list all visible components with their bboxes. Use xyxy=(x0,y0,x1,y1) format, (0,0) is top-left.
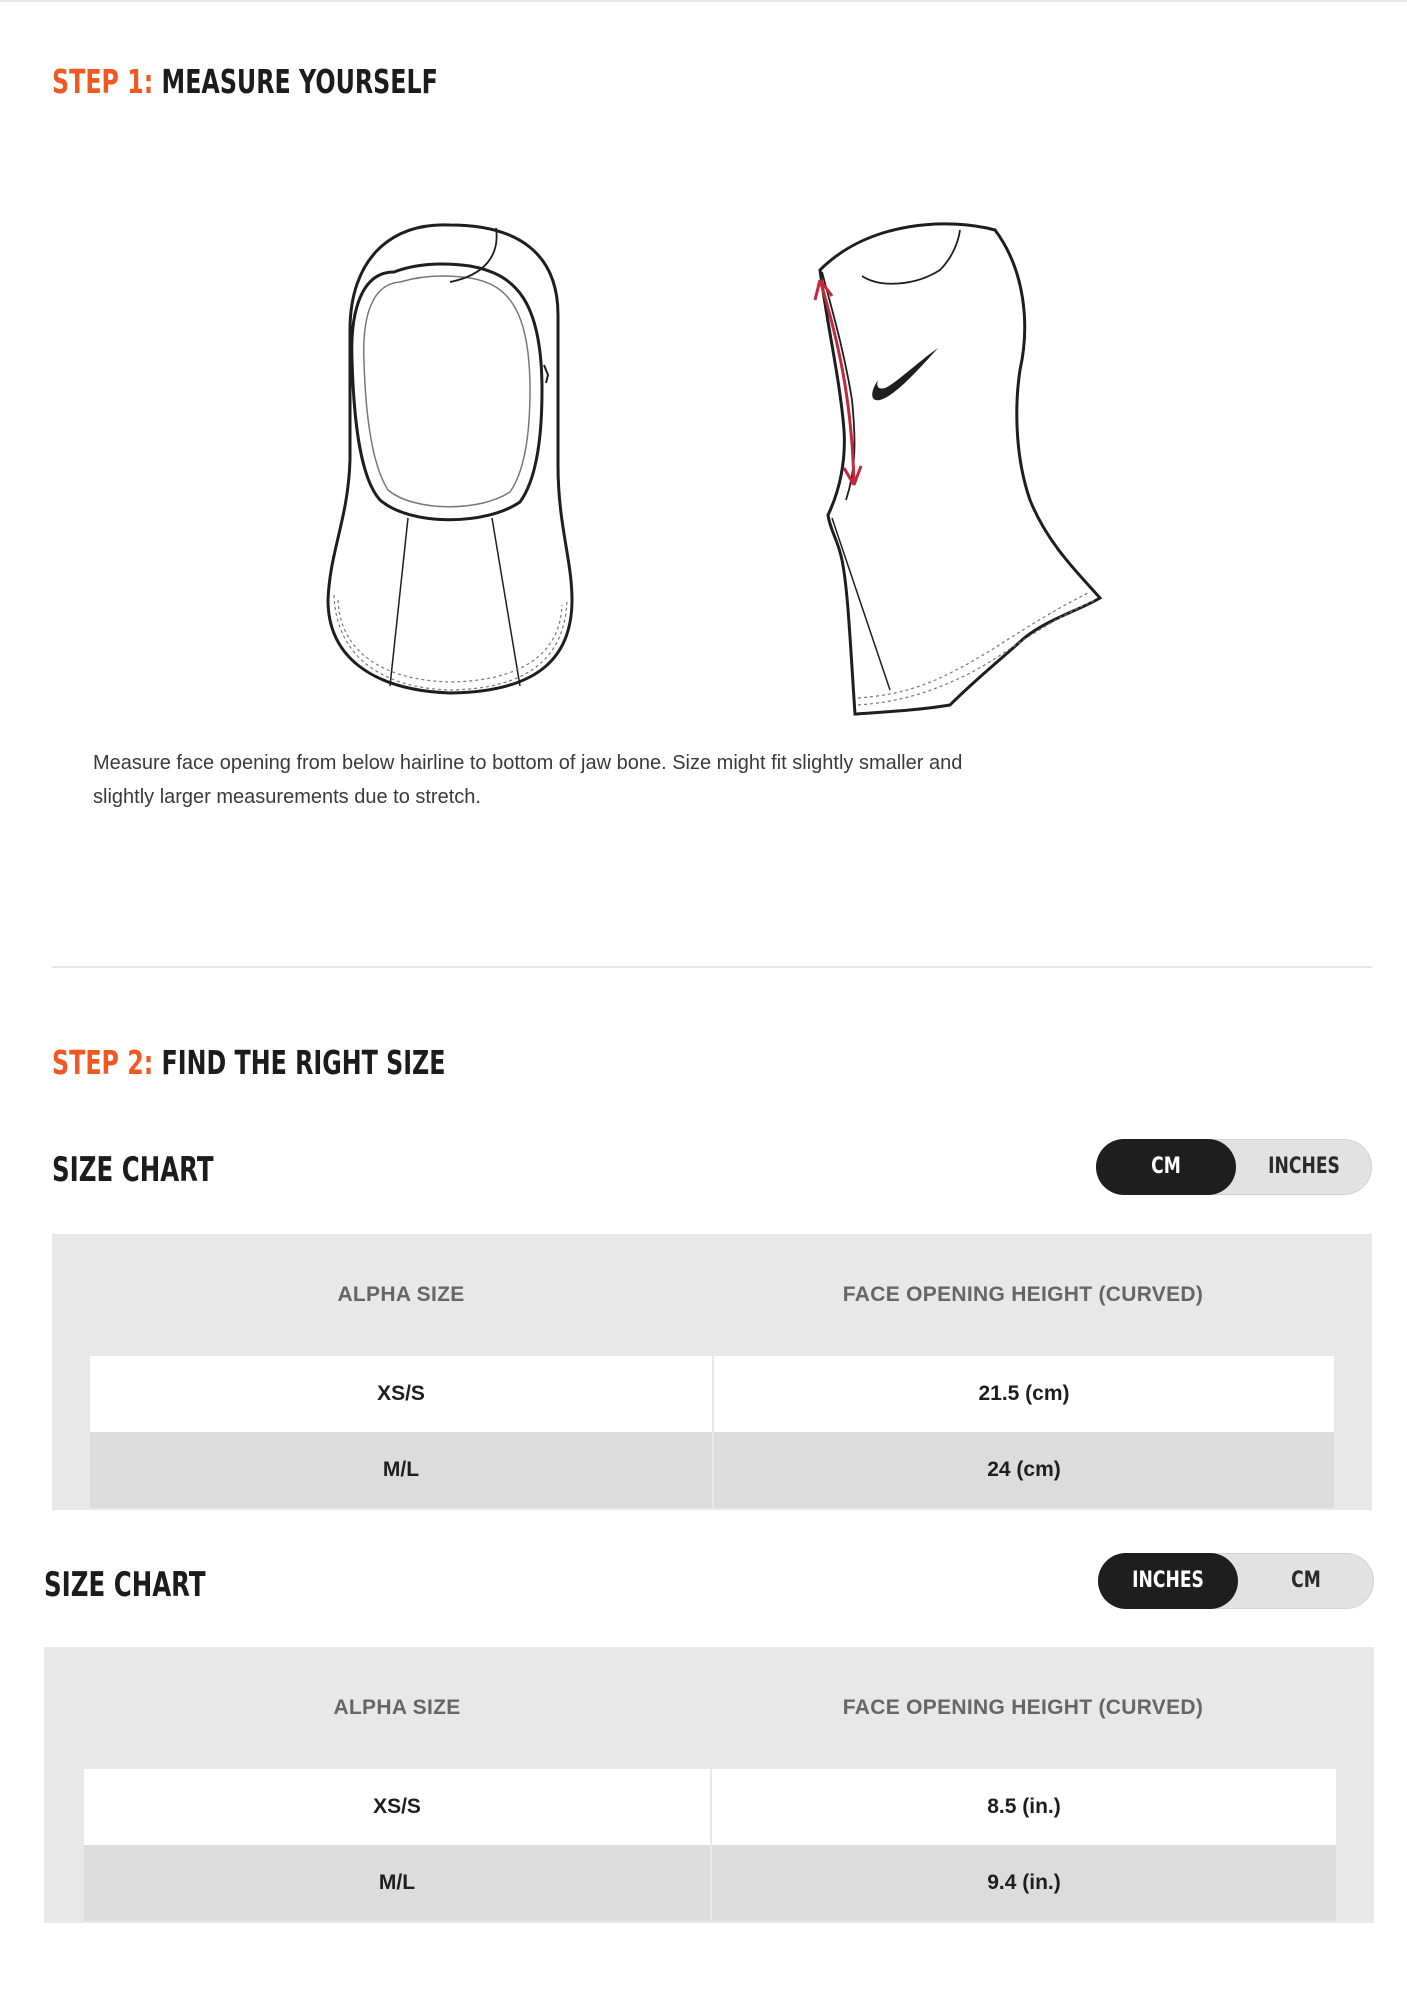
size-table-cm xyxy=(52,1234,1372,1510)
column-header-face-opening: FACE OPENING HEIGHT (CURVED) xyxy=(842,1696,1204,1719)
step-2-heading xyxy=(52,1043,446,1082)
size-cell: XS/S xyxy=(377,1382,425,1405)
measurement-instructions: Measure face opening from below hairline to bottom of jaw bone. Size might fit slightly smaller and slightly larger measurements due to stretch. xyxy=(93,752,963,808)
column-header-alpha-size: ALPHA SIZE xyxy=(333,1696,461,1719)
hood-front-view xyxy=(328,225,572,693)
unit-option-label: CM xyxy=(1291,1568,1321,1593)
height-cell: 21.5 (cm) xyxy=(712,1356,1334,1432)
height-cell: 8.5 (in.) xyxy=(710,1769,1336,1845)
unit-option-inches[interactable] xyxy=(1236,1139,1372,1195)
step-1-title: MEASURE YOURSELF xyxy=(161,62,438,101)
size-table-inches xyxy=(44,1647,1374,1923)
table-row xyxy=(84,1769,1336,1845)
column-header-face-opening: FACE OPENING HEIGHT (CURVED) xyxy=(842,1283,1204,1306)
unit-option-label: INCHES xyxy=(1268,1154,1340,1179)
top-rule xyxy=(0,0,1407,2)
step-1-label: STEP 1: xyxy=(52,62,154,101)
table-row xyxy=(90,1356,1334,1432)
unit-toggle[interactable] xyxy=(1096,1139,1372,1195)
table-row xyxy=(90,1432,1334,1508)
height-cell: 9.4 (in.) xyxy=(710,1845,1336,1921)
unit-option-inches-active[interactable] xyxy=(1098,1553,1238,1609)
unit-option-cm-active[interactable] xyxy=(1096,1139,1236,1195)
table-row xyxy=(84,1845,1336,1921)
nike-swoosh-logo xyxy=(872,348,938,400)
unit-toggle[interactable] xyxy=(1098,1553,1374,1609)
step-2-title: FIND THE RIGHT SIZE xyxy=(161,1043,446,1082)
size-cell: M/L xyxy=(378,1871,416,1894)
hood-measurement-illustration xyxy=(310,200,1130,730)
section-divider xyxy=(52,966,1372,968)
size-chart-title: SIZE CHART xyxy=(52,1150,214,1190)
size-chart-title: SIZE CHART xyxy=(44,1565,206,1605)
step-2-label: STEP 2: xyxy=(52,1043,154,1082)
hood-side-view xyxy=(820,224,1100,714)
unit-option-label: CM xyxy=(1151,1154,1181,1179)
size-cell: M/L xyxy=(382,1458,420,1481)
size-cell: XS/S xyxy=(373,1795,421,1818)
height-cell: 24 (cm) xyxy=(712,1432,1334,1508)
unit-option-cm[interactable] xyxy=(1238,1553,1374,1609)
column-header-alpha-size: ALPHA SIZE xyxy=(337,1283,465,1306)
step-1-heading xyxy=(52,62,438,101)
unit-option-label: INCHES xyxy=(1132,1568,1204,1593)
